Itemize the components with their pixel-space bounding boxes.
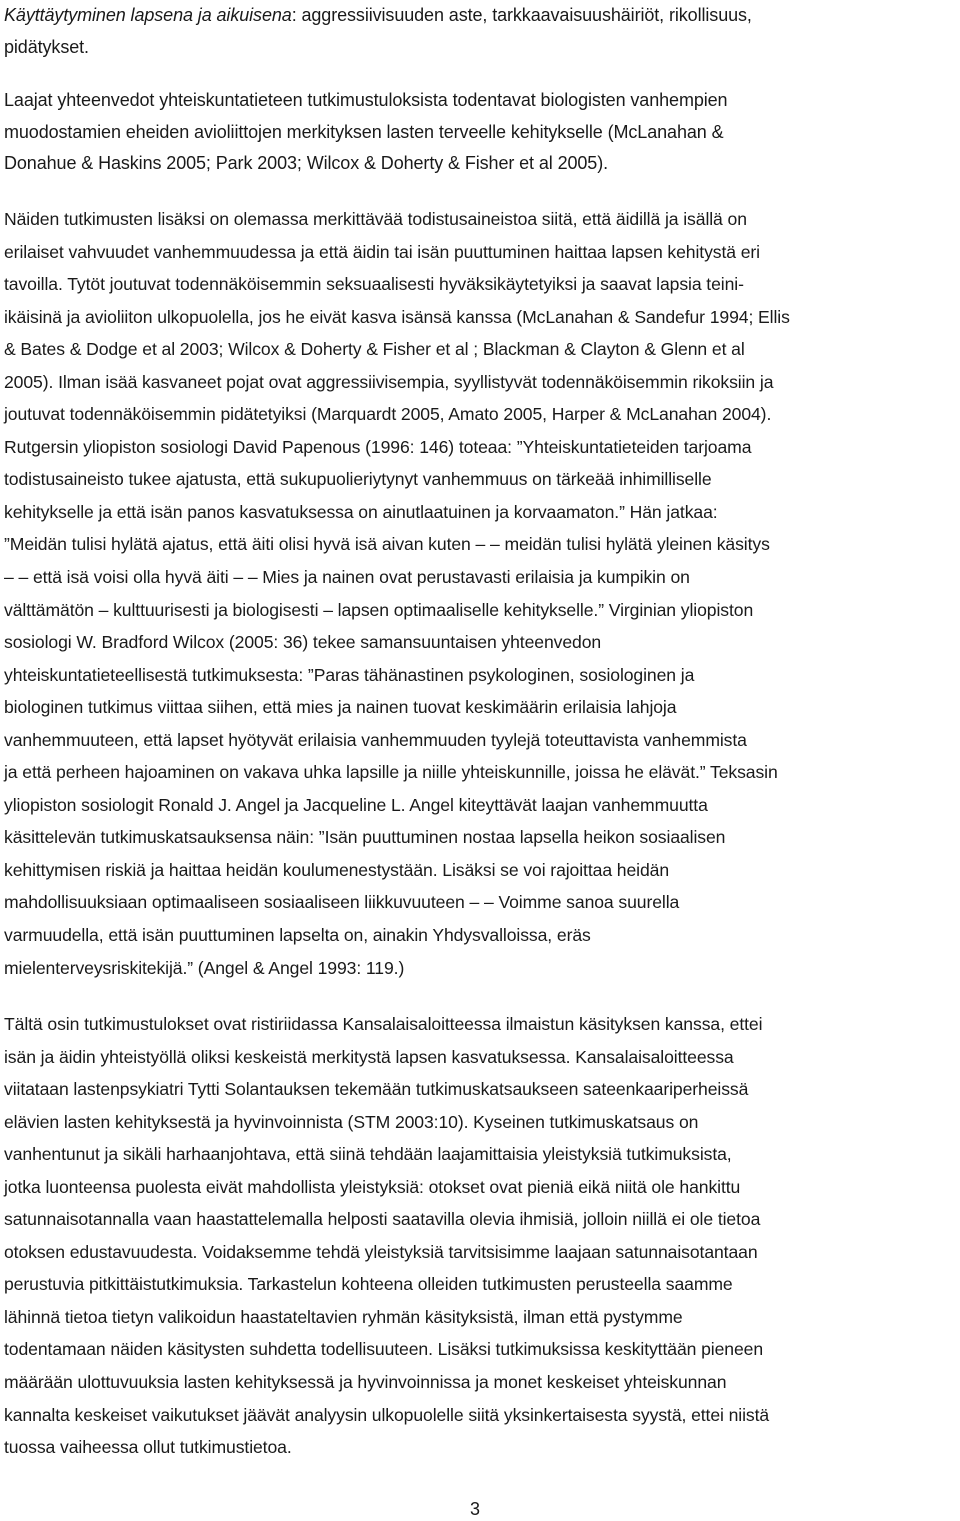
text-line: käsittelevän tutkimuskatsauksensa näin: ”Isän puuttuminen nostaa lapsella heikon sosiaalisen <box>4 827 726 848</box>
paragraph-behavior <box>4 0 954 63</box>
text-line: tuossa vaiheessa ollut tutkimustietoa. <box>4 1437 292 1458</box>
paragraph-summary <box>4 85 954 180</box>
text-line: yhteiskuntatieteellisestä tutkimuksesta: ”Paras tähänastinen psykologinen, sosiologinen ja <box>4 664 695 685</box>
text-line: kehitykselle ja että isän panos kasvatuksessa on ainutlaatuinen ja korvaamaton.” Hän jatkaa: <box>4 501 718 522</box>
text-line: isän ja äidin yhteistyöllä oliksi keskeistä merkitystä lapsen kasvatuksessa. Kansalaisaloitteessa <box>4 1046 734 1067</box>
text-line: Donahue & Haskins 2005; Park 2003; Wilcox & Doherty & Fisher et al 2005). <box>4 153 609 173</box>
text-line: tavoilla. Tytöt joutuvat todennäköisemmin seksuaalisesti hyväksikäytetyiksi ja saavat lapsia teini- <box>4 274 744 295</box>
italic-lead: Käyttäytyminen lapsena ja aikuisena <box>4 5 292 25</box>
text-line: määrään ulottuvuuksia lasten kehityksessä ja hyvinvoinnissa ja monet keskeiset yhteiskunnan <box>4 1372 727 1393</box>
text-line: erilaiset vahvuudet vanhemmuudessa ja että äidin tai isän puuttuminen haittaa lapsen kehitystä eri <box>4 241 760 262</box>
page-number: 3 <box>470 1499 481 1519</box>
text-line: viitataan lastenpsykiatri Tytti Solantauksen tekemään tutkimuskatsaukseen sateenkaariperheissä <box>4 1079 749 1100</box>
text-line: satunnaisotannalla vaan haastattelemalla helposti saatavilla olevia ihmisiä, jolloin niillä ei ole tietoa <box>4 1209 761 1230</box>
text-line: jotka luonteensa puolesta eivät mahdollista yleistyksiä: otokset ovat pieniä eikä niitä ole hankittu <box>4 1176 741 1197</box>
text-line: ikäisinä ja avioliiton ulkopuolella, jos he eivät kasva isänsä kanssa (McLanahan & Sandefur 1994; Ellis <box>4 306 790 327</box>
text-line: lähinnä tietoa tietyn valikoidun haastateltavien ryhmän käsityksistä, ilman että pystymme <box>4 1306 683 1327</box>
text-line: Rutgersin yliopiston sosiologi David Papenous (1996: 146) toteaa: ”Yhteiskuntatieteiden tarjoama <box>4 436 752 457</box>
text-line: Tältä osin tutkimustulokset ovat ristiriidassa Kansalaisaloitteessa ilmaistun käsityksen kanssa, ettei <box>4 1014 763 1034</box>
text-line: yliopiston sosiologit Ronald J. Angel ja Jacqueline L. Angel kiteyttävät laajan vanhemmuutta <box>4 794 708 815</box>
lead-rest: : aggressiivisuuden aste, tarkkaavaisuushäiriöt, rikollisuus, <box>291 5 752 25</box>
text-line: perustuvia pitkittäistutkimuksia. Tarkastelun kohteena olleiden tutkimusten perusteella saamme <box>4 1274 733 1295</box>
text-line: biologinen tutkimus viittaa siihen, että mies ja nainen tuovat keskimäärin erilaisia lahjoja <box>4 697 677 718</box>
text-line: – – että isä voisi olla hyvä äiti – – Mies ja nainen ovat perustavasti erilaisia ja kumpikin on <box>4 567 690 588</box>
text-line: kehittymisen riskiä ja haittaa heidän koulumenestystään. Lisäksi se voi rajoittaa heidän <box>4 859 670 880</box>
text-line: otoksen edustavuudesta. Voidaksemme tehdä yleistyksiä tarvitsisimme laajaan satunnaisotantaan <box>4 1241 758 1262</box>
paragraph-conclusion <box>4 1008 954 1464</box>
text-line: välttämätön – kulttuurisesti ja biologisesti – lapsen optimaaliselle kehitykselle.” Virginian yliopiston <box>4 599 754 620</box>
text-line: sosiologi W. Bradford Wilcox (2005: 36) tekee samansuuntaisen yhteenvedon <box>4 632 602 653</box>
text-line: vanhemmuuteen, että lapset hyötyvät erilaisia vanhemmuuden tyylejä toteuttavista vanhemmista <box>4 729 747 750</box>
text-line: vanhentunut ja sikäli harhaanjohtava, että siinä tehdään laajamittaisia yleistyksiä tutkimuksista, <box>4 1144 732 1165</box>
text-line: pidätykset. <box>4 36 89 57</box>
text-line: joutuvat todennäköisemmin pidätetyiksi (Marquardt 2005, Amato 2005, Harper & McLanahan 2004). <box>4 404 772 425</box>
text-line: ja että perheen hajoaminen on vakava uhka lapsille ja niille yhteiskunnille, joissa he elävät.” Teksasin <box>4 762 778 783</box>
paragraph-research <box>4 203 954 984</box>
text-line: kannalta keskeiset vaikutukset jäävät analyysin ulkopuolelle siitä yksinkertaisesta syystä, ettei niistä <box>4 1404 770 1425</box>
text-line <box>4 0 954 32</box>
text-line: mahdollisuuksiaan optimaaliseen sosiaaliseen liikkuvuuteen – – Voimme sanoa suurella <box>4 892 680 913</box>
text-line: Laajat yhteenvedot yhteiskuntatieteen tutkimustuloksista todentavat biologisten vanhempien <box>4 90 728 110</box>
text-line: ”Meidän tulisi hylätä ajatus, että äiti olisi hyvä isä aivan kuten – – meidän tulisi hylätä yleinen käsitys <box>4 534 770 555</box>
text-line: Näiden tutkimusten lisäksi on olemassa merkittävää todistusaineistoa siitä, että äidillä ja isällä on <box>4 209 747 229</box>
text-line: varmuudella, että isän puuttuminen lapselta on, ainakin Yhdysvalloissa, eräs <box>4 925 591 946</box>
text-line: muodostamien eheiden avioliittojen merkityksen lasten terveelle kehitykselle (McLanahan & <box>4 121 724 142</box>
text-line: todentamaan näiden käsitysten suhdetta todellisuuteen. Lisäksi tutkimuksissa keskityttään pieneen <box>4 1339 764 1360</box>
text-line: elävien lasten kehityksestä ja hyvinvoinnista (STM 2003:10). Kyseinen tutkimuskatsaus on <box>4 1111 699 1132</box>
text-line: 2005). Ilman isää kasvaneet pojat ovat aggressiivisempia, syyllistyvät todennäköisemmin rikoksiin ja <box>4 371 774 392</box>
text-line: todistusaineisto tukee ajatusta, että sukupuolieriytynyt vanhemmuus on tärkeää inhimilliselle <box>4 469 712 490</box>
text-line: mielenterveysriskitekijä.” (Angel & Angel 1993: 119.) <box>4 957 405 978</box>
text-line: & Bates & Dodge et al 2003; Wilcox & Doherty & Fisher et al ; Blackman & Clayton & Glenn et al <box>4 339 745 360</box>
